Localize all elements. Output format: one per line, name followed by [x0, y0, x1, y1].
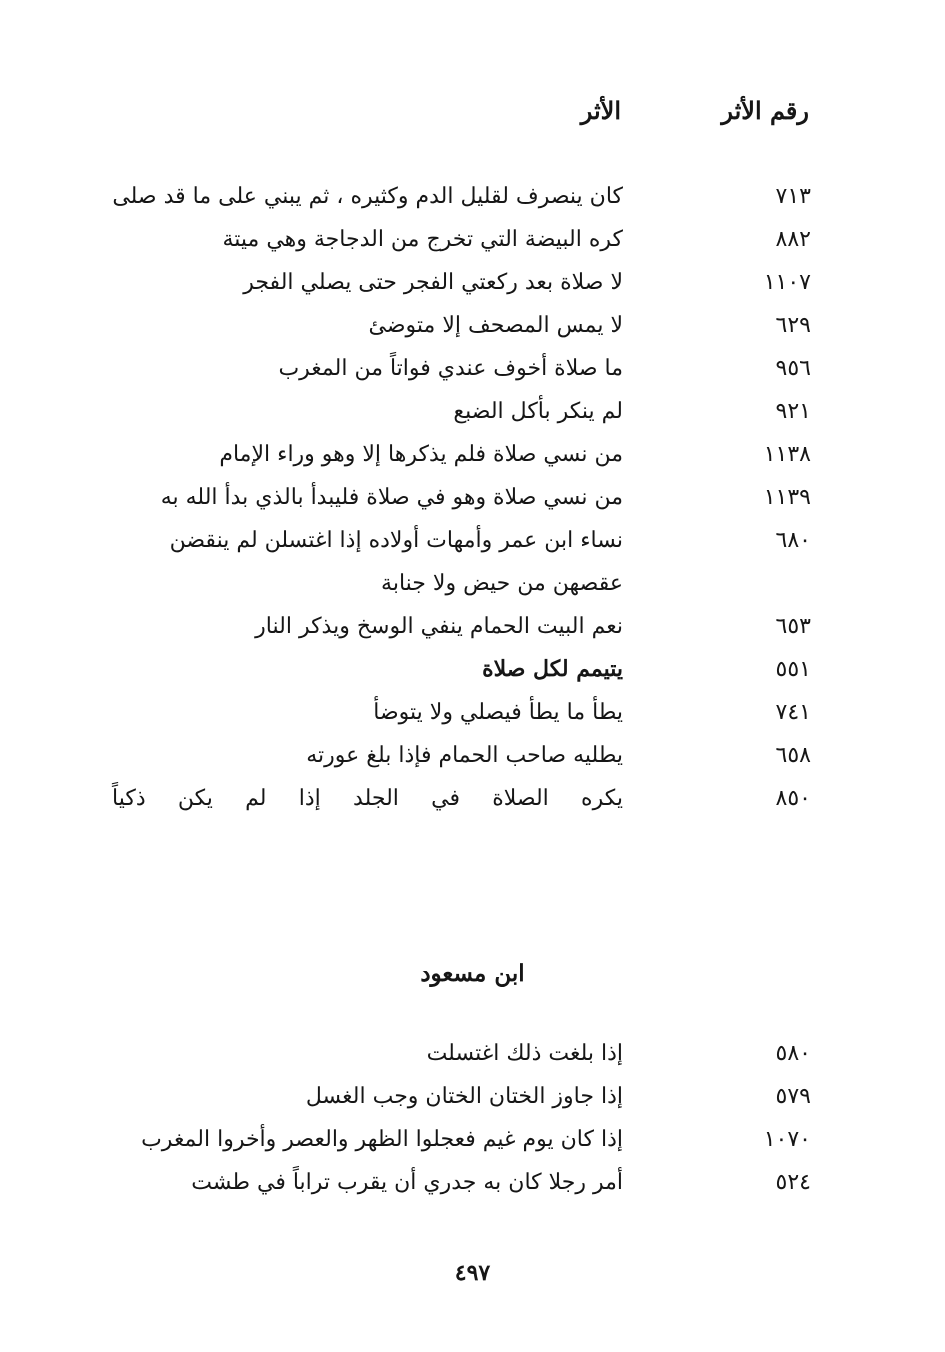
index-section-2 [0, 1032, 945, 1204]
athar-number: ٥٨٠ [775, 1041, 811, 1066]
athar-text: ما صلاة أخوف عندي فواتاً من المغرب [278, 356, 623, 381]
athar-text: إذا كان يوم غيم فعجلوا الظهر والعصر وأخروا المغرب [141, 1127, 623, 1152]
athar-number: ٦٨٠ [775, 528, 811, 553]
athar-number: ٥٢٤ [775, 1170, 811, 1195]
athar-text: نعم البيت الحمام ينفي الوسخ ويذكر النار [255, 614, 623, 639]
athar-text: من نسي صلاة وهو في صلاة فليبدأ بالذي بدأ الله به [160, 485, 623, 510]
athar-number: ١٠٧٠ [763, 1127, 811, 1152]
index-row [0, 347, 945, 390]
athar-text: من نسي صلاة فلم يذكرها إلا وهو وراء الإمام [219, 442, 623, 467]
index-row [0, 1118, 945, 1161]
athar-text: يتيمم لكل صلاة [482, 656, 623, 682]
index-row [0, 433, 945, 476]
athar-text: لم ينكر بأكل الضبع [453, 399, 623, 424]
index-row [0, 261, 945, 304]
athar-number: ٥٧٩ [775, 1084, 811, 1109]
index-section-1 [0, 175, 945, 820]
athar-number: ٨٥٠ [775, 786, 811, 811]
athar-text: نساء ابن عمر وأمهات أولاده إذا اغتسلن لم ينقضن عقصهن من حيض ولا جنابة [169, 528, 623, 596]
athar-text: لا يمس المصحف إلا متوضئ [368, 313, 623, 338]
page-number: ٤٩٧ [454, 1260, 491, 1286]
athar-text: لا صلاة بعد ركعتي الفجر حتى يصلي الفجر [243, 270, 623, 295]
index-row [0, 1032, 945, 1075]
index-row [0, 218, 945, 261]
index-row [0, 390, 945, 433]
number-column-label: رقم الأثر [721, 96, 809, 125]
index-row [0, 691, 945, 734]
athar-number: ٦٥٨ [775, 743, 811, 768]
athar-number: ٩٥٦ [775, 356, 811, 381]
index-row [0, 519, 945, 605]
index-row [0, 777, 945, 820]
athar-number: ٨٨٢ [775, 227, 811, 252]
section-heading: ابن مسعود [420, 960, 525, 987]
index-row [0, 1075, 945, 1118]
column-header [0, 96, 945, 136]
athar-text: إذا جاوز الختان الختان وجب الغسل [305, 1084, 623, 1109]
athar-number: ٦٢٩ [775, 313, 811, 338]
index-row [0, 648, 945, 691]
index-row [0, 304, 945, 347]
athar-number: ٥٥١ [775, 657, 811, 682]
athar-number: ١١٣٩ [763, 485, 811, 510]
athar-text: يطليه صاحب الحمام فإذا بلغ عورته [306, 743, 623, 768]
athar-text: كان ينصرف لقليل الدم وكثيره ، ثم يبني على ما قد صلى [112, 184, 623, 209]
athar-text: كره البيضة التي تخرج من الدجاجة وهي ميتة [222, 227, 623, 252]
athar-text: يكره الصلاة في الجلد إذا لم يكن ذكياً [112, 786, 623, 811]
index-row [0, 1161, 945, 1204]
index-row [0, 734, 945, 777]
index-row [0, 605, 945, 648]
index-row [0, 175, 945, 218]
index-row [0, 476, 945, 519]
athar-number: ١١٠٧ [763, 270, 811, 295]
athar-text: يطأ ما يطأ فيصلي ولا يتوضأ [373, 700, 623, 725]
athar-text: أمر رجلا كان به جدري أن يقرب تراباً في طشت [191, 1170, 623, 1195]
athar-text: إذا بلغت ذلك اغتسلت [426, 1041, 623, 1066]
athar-number: ٧٤١ [775, 700, 811, 725]
athar-number: ٧١٣ [775, 184, 811, 209]
text-column-label: الأثر [580, 96, 621, 125]
athar-number: ٦٥٣ [775, 614, 811, 639]
athar-number: ٩٢١ [775, 399, 811, 424]
athar-number: ١١٣٨ [763, 442, 811, 467]
